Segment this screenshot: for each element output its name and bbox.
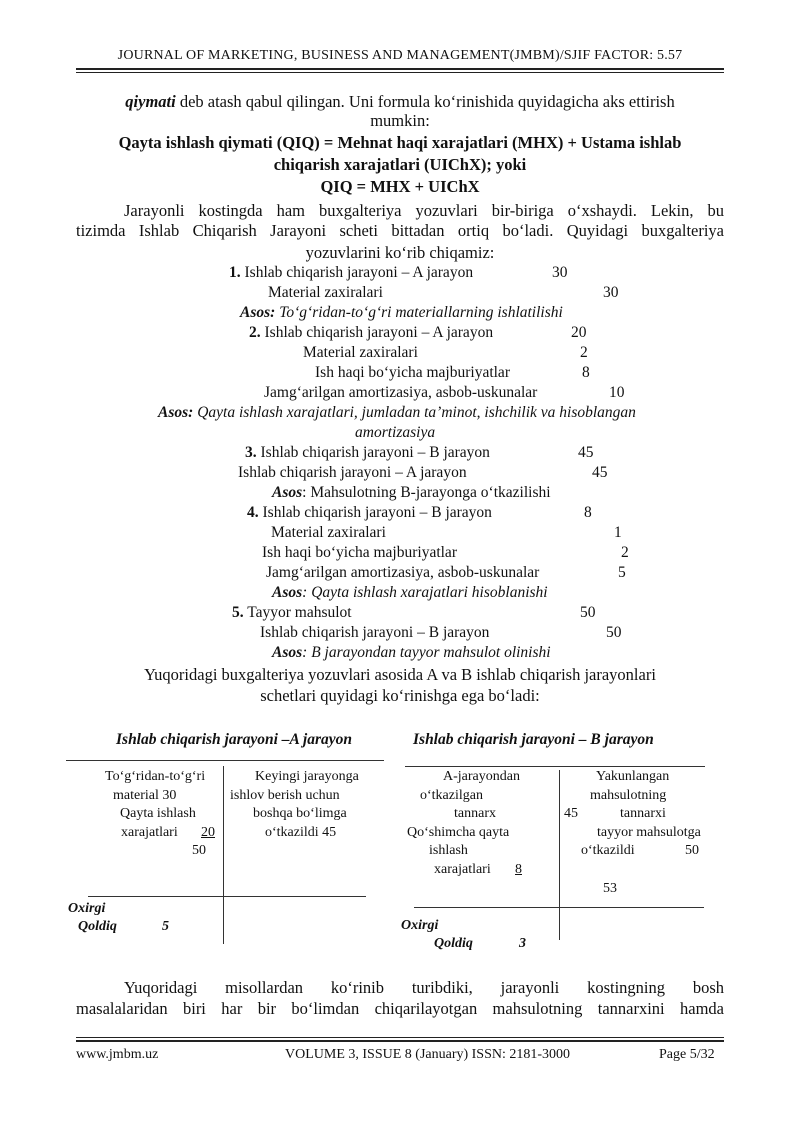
entry-4-credit-2: Ish haqi bo‘yicha majburiyatlar (262, 544, 457, 561)
taccount-b-closing-label-2: Qoldiq (434, 936, 473, 951)
paragraph-3-line-1: Yuqoridagi misollardan ko‘rinib turibdiki, jarayonli kostingning bosh (124, 978, 724, 997)
entry-4-credit-1-amount: 1 (614, 524, 622, 541)
entry-2-credit-2-amount: 8 (582, 364, 590, 381)
entry-3-credit-amount: 45 (592, 464, 608, 481)
paragraph-3-line-2: masalalaridan biri har bir bo‘limdan chiqarilayotgan mahsulotning tannarxini hamda (76, 999, 724, 1018)
taccount-b-divider (559, 770, 560, 940)
entry-2-credit-3-amount: 10 (609, 384, 625, 401)
paragraph-1-line-3: yozuvlarini ko‘rib chiqamiz: (305, 243, 495, 262)
taccount-b-debit-2: o‘tkazilgan (420, 788, 483, 803)
header-rule-thin (76, 72, 724, 73)
taccount-b-debit-6-amount: 8 (515, 862, 522, 877)
entry-5-basis: Asos: B jarayondan tayyor mahsulot olinishi (272, 644, 551, 661)
taccount-b-title: Ishlab chiqarish jarayoni – B jarayon (413, 731, 654, 748)
taccount-a-total-rule (88, 896, 366, 897)
taccount-a-debit-4-amount: 20 (201, 825, 215, 840)
taccount-a-closing-label-2: Qoldiq (78, 919, 117, 934)
entry-5-credit-amount: 50 (606, 624, 622, 641)
taccount-b-total-rule (414, 907, 704, 908)
formula-line-1: Qayta ishlash qiymati (QIQ) = Mehnat haqi xarajatlari (MHX) + Ustama ishlab (118, 133, 682, 152)
taccount-a-credit-2: ishlov berish uchun (230, 788, 340, 803)
taccount-b-credit-3: tannarxi (620, 806, 666, 821)
entry-2-debit: 2. Ishlab chiqarish jarayoni – A jarayon (249, 324, 494, 341)
entry-2-credit-3: Jamg‘arilgan amortizasiya, asbob-uskunalar (264, 384, 538, 401)
entry-3-basis: Asos: Mahsulotning B-jarayonga o‘tkazilishi (272, 484, 551, 501)
formula-line-2: chiqarish xarajatlari (UIChX); yoki (273, 155, 527, 174)
taccount-a-divider (223, 766, 224, 944)
taccount-a-credit-1: Keyingi jarayonga (255, 769, 359, 784)
paragraph-1-line-2: tizimda Ishlab Chiqarish Jarayoni scheti bittadan ortiq bo‘ladi. Quyidagi buxgalteriya (76, 221, 724, 240)
entry-3-debit-amount: 45 (578, 444, 594, 461)
entry-2-basis: Asos: Qayta ishlash xarajatlari, jumladan ta’minot, ishchilik va hisoblangan (158, 404, 636, 421)
paragraph-2-line-1: Yuqoridagi buxgalteriya yozuvlari asosida A va B ishlab chiqarish jarayonlari (144, 665, 656, 684)
entry-1-debit-amount: 30 (552, 264, 568, 281)
taccount-b-debit-1: A-jarayondan (443, 769, 520, 784)
taccount-b-debit-3: tannarx (454, 806, 496, 821)
entry-1-credit: Material zaxiralari (268, 284, 383, 301)
taccount-a-debit-3: Qayta ishlash (120, 806, 196, 821)
entry-1-basis: Asos: To‘g‘ridan-to‘g‘ri materiallarning ishlatilishi (240, 304, 563, 321)
footer-volume: VOLUME 3, ISSUE 8 (January) ISSN: 2181-3000 (285, 1047, 571, 1062)
entry-5-debit: 5. Tayyor mahsulot (232, 604, 352, 621)
footer-page-number: Page 5/32 (659, 1047, 715, 1062)
taccount-b-closing-amount: 3 (519, 936, 526, 951)
entry-2-debit-amount: 20 (571, 324, 587, 341)
header-rule (76, 68, 724, 70)
taccount-a-closing-amount: 5 (162, 919, 169, 934)
taccount-b-top-rule (405, 766, 705, 767)
taccount-a-debit-1: To‘g‘ridan-to‘g‘ri (105, 769, 206, 784)
taccount-a-closing-label-1: Oxirgi (68, 901, 106, 916)
entry-4-credit-1: Material zaxiralari (271, 524, 386, 541)
entry-4-debit-amount: 8 (584, 504, 592, 521)
taccount-a-credit-4: o‘tkazildi 45 (265, 825, 337, 840)
journal-header: JOURNAL OF MARKETING, BUSINESS AND MANAGEMENT(JMBM)/SJIF FACTOR: 5.57 (117, 48, 683, 63)
taccount-b-credit-1: Yakunlangan (596, 769, 670, 784)
entry-4-debit: 4. Ishlab chiqarish jarayoni – B jarayon (247, 504, 492, 521)
taccount-b-credit-4: tayyor mahsulotga (597, 825, 701, 840)
entry-4-credit-2-amount: 2 (621, 544, 629, 561)
taccount-a-title: Ishlab chiqarish jarayoni –A jarayon (116, 731, 353, 748)
footer-rule-thin (76, 1037, 724, 1038)
taccount-b-closing-label-1: Oxirgi (401, 918, 439, 933)
entry-2-credit-2: Ish haqi bo‘yicha majburiyatlar (315, 364, 510, 381)
entry-3-debit: 3. Ishlab chiqarish jarayoni – B jarayon (245, 444, 490, 461)
intro-line-1-rest: deb atash qabul qilingan. Uni formula ko‘rinishida quyidagicha aks ettirish (175, 92, 675, 111)
entry-4-basis: Asos: Qayta ishlash xarajatlari hisoblanishi (272, 584, 548, 601)
intro-line-1 (76, 92, 724, 112)
entry-2-basis-cont: amortizasiya (355, 424, 436, 441)
taccount-b-credit-5-amount: 50 (685, 843, 699, 858)
taccount-b-debit-5: ishlash (429, 843, 468, 858)
taccount-a-debit-total: 50 (192, 843, 206, 858)
entry-4-credit-3-amount: 5 (618, 564, 626, 581)
taccount-a-credit-3: boshqa bo‘limga (253, 806, 347, 821)
taccount-b-debit-4: Qo‘shimcha qayta (407, 825, 510, 840)
taccount-a-debit-4: xarajatlari (121, 825, 178, 840)
entry-5-debit-amount: 50 (580, 604, 596, 621)
footer-site-link[interactable]: www.jmbm.uz (76, 1047, 159, 1062)
taccount-b-credit-5: o‘tkazildi (581, 843, 635, 858)
entry-3-credit: Ishlab chiqarish jarayoni – A jarayon (238, 464, 467, 481)
entry-1-credit-amount: 30 (603, 284, 619, 301)
entry-2-credit-1: Material zaxiralari (303, 344, 418, 361)
term-qiymati: qiymati (125, 92, 176, 111)
intro-line-2: mumkin: (370, 111, 430, 130)
taccount-b-credit-2: mahsulotning (590, 788, 667, 803)
entry-4-credit-3: Jamg‘arilgan amortizasiya, asbob-uskunalar (266, 564, 540, 581)
entry-5-credit: Ishlab chiqarish jarayoni – B jarayon (260, 624, 490, 641)
taccount-a-top-rule (66, 760, 384, 761)
taccount-b-credit-total: 53 (603, 881, 617, 896)
entry-1-debit: 1. Ishlab chiqarish jarayoni – A jarayon (229, 264, 474, 281)
taccount-a-debit-2: material 30 (113, 788, 177, 803)
taccount-b-debit-6: xarajatlari (434, 862, 491, 877)
paragraph-2-line-2: schetlari quyidagi ko‘rinishga ega bo‘ladi: (260, 686, 540, 705)
footer-rule (76, 1040, 724, 1042)
taccount-b-debit-3-amount: 45 (564, 806, 578, 821)
formula-short: QIQ = MHX + UIChX (320, 177, 480, 196)
paragraph-1-line-1: Jarayonli kostingda ham buxgalteriya yozuvlari bir-biriga o‘xshaydi. Lekin, bu (124, 201, 724, 220)
entry-2-credit-1-amount: 2 (580, 344, 588, 361)
